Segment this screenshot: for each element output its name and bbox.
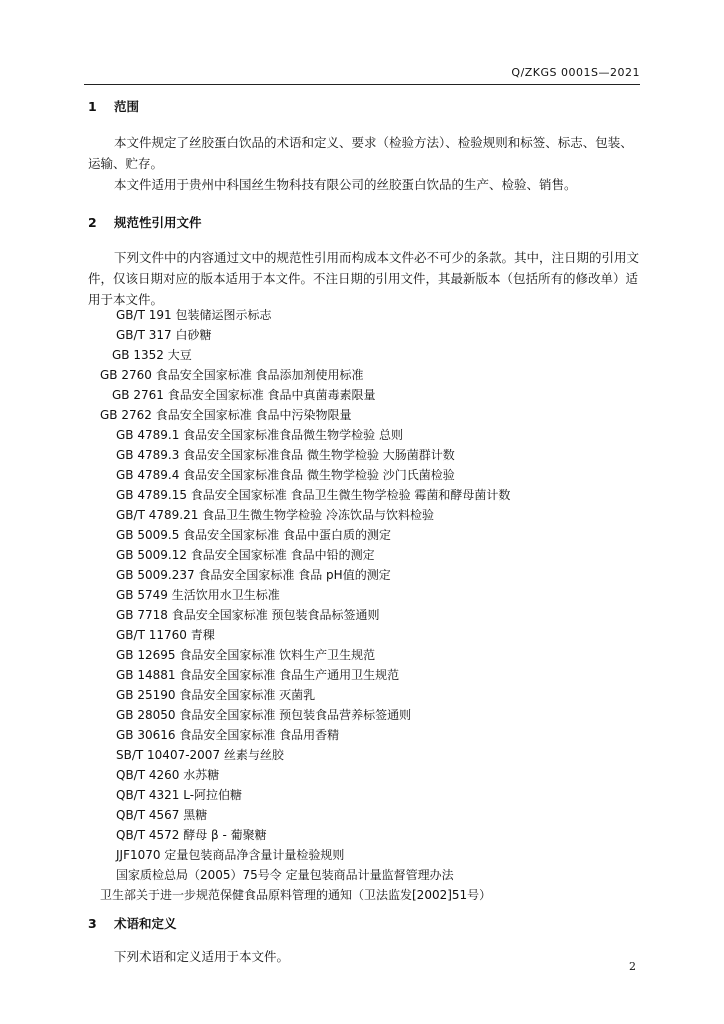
section-number: 2	[88, 215, 97, 230]
reference-item: GB 25190 食品安全国家标准 灭菌乳	[116, 688, 316, 702]
reference-item: QB/T 4572 酵母 β - 葡聚糖	[116, 828, 267, 842]
reference-item: GB 4789.3 食品安全国家标准食品 微生物学检验 大肠菌群计数	[116, 448, 455, 462]
reference-item: GB 2761 食品安全国家标准 食品中真菌毒素限量	[112, 388, 376, 402]
reference-item: GB 30616 食品安全国家标准 食品用香精	[116, 728, 340, 742]
reference-item: GB 4789.4 食品安全国家标准食品 微生物学检验 沙门氏菌检验	[116, 468, 455, 482]
reference-item: QB/T 4567 黑糖	[116, 808, 208, 822]
section-title: 术语和定义	[114, 916, 177, 931]
section-1-paragraph-2: 本文件适用于贵州中科国丝生物科技有限公司的丝胶蛋白饮品的生产、检验、销售。	[114, 177, 577, 192]
reference-item: QB/T 4321 L-阿拉伯糖	[116, 788, 243, 802]
section-2-heading	[88, 213, 202, 231]
page-number: 2	[629, 960, 636, 973]
section-1-heading	[88, 97, 139, 115]
section-3-intro: 下列术语和定义适用于本文件。	[114, 949, 290, 964]
reference-item: GB/T 11760 青稞	[116, 628, 215, 642]
section-title: 规范性引用文件	[114, 215, 202, 230]
reference-item: GB 4789.1 食品安全国家标准食品微生物学检验 总则	[116, 428, 403, 442]
section-title: 范围	[114, 99, 140, 114]
reference-item: GB 2762 食品安全国家标准 食品中污染物限量	[100, 408, 352, 422]
reference-item: GB/T 191 包装储运图示标志	[116, 308, 272, 322]
section-number: 3	[88, 916, 97, 931]
reference-item: GB 5749 生活饮用水卫生标准	[116, 588, 280, 602]
section-number: 1	[88, 99, 97, 114]
reference-item: GB 12695 食品安全国家标准 饮料生产卫生规范	[116, 648, 376, 662]
reference-item: GB 4789.15 食品安全国家标准 食品卫生微生物学检验 霉菌和酵母菌计数	[116, 488, 511, 502]
reference-item: JJF1070 定量包装商品净含量计量检验规则	[116, 848, 345, 862]
section-3-heading	[88, 914, 177, 932]
reference-item: 国家质检总局（2005）75号令 定量包装商品计量监督管理办法	[116, 868, 454, 882]
section-1-paragraph-1: 本文件规定了丝胶蛋白饮品的术语和定义、要求（检验方法）、检验规则和标签、标志、包装、运输、贮存。	[88, 135, 633, 171]
reference-item: GB 14881 食品安全国家标准 食品生产通用卫生规范	[116, 668, 400, 682]
reference-item: GB 2760 食品安全国家标准 食品添加剂使用标准	[100, 368, 364, 382]
reference-item: GB 5009.5 食品安全国家标准 食品中蛋白质的测定	[116, 528, 391, 542]
section-2-intro: 下列文件中的内容通过文中的规范性引用而构成本文件必不可少的条款。其中，注日期的引用文件，仅该日期对应的版本适用于本文件。不注日期的引用文件，其最新版本（包括所有的修改单）适用于本文件。	[88, 250, 640, 307]
header-rule	[84, 84, 640, 85]
reference-item: QB/T 4260 水苏糖	[116, 768, 220, 782]
reference-item: GB/T 4789.21 食品卫生微生物学检验 冷冻饮品与饮料检验	[116, 508, 434, 522]
reference-item: GB 7718 食品安全国家标准 预包装食品标签通则	[116, 608, 380, 622]
reference-item: GB 5009.12 食品安全国家标准 食品中铅的测定	[116, 548, 375, 562]
reference-item: GB 5009.237 食品安全国家标准 食品 pH值的测定	[116, 568, 391, 582]
reference-item: GB/T 317 白砂糖	[116, 328, 212, 342]
document-code: Q/ZKGS 0001S—2021	[511, 66, 640, 79]
reference-item: SB/T 10407-2007 丝素与丝胶	[116, 748, 284, 762]
reference-item: 卫生部关于进一步规范保健食品原料管理的通知（卫法监发[2002]51号）	[100, 888, 492, 902]
reference-item: GB 1352 大豆	[112, 348, 192, 362]
reference-item: GB 28050 食品安全国家标准 预包装食品营养标签通则	[116, 708, 412, 722]
